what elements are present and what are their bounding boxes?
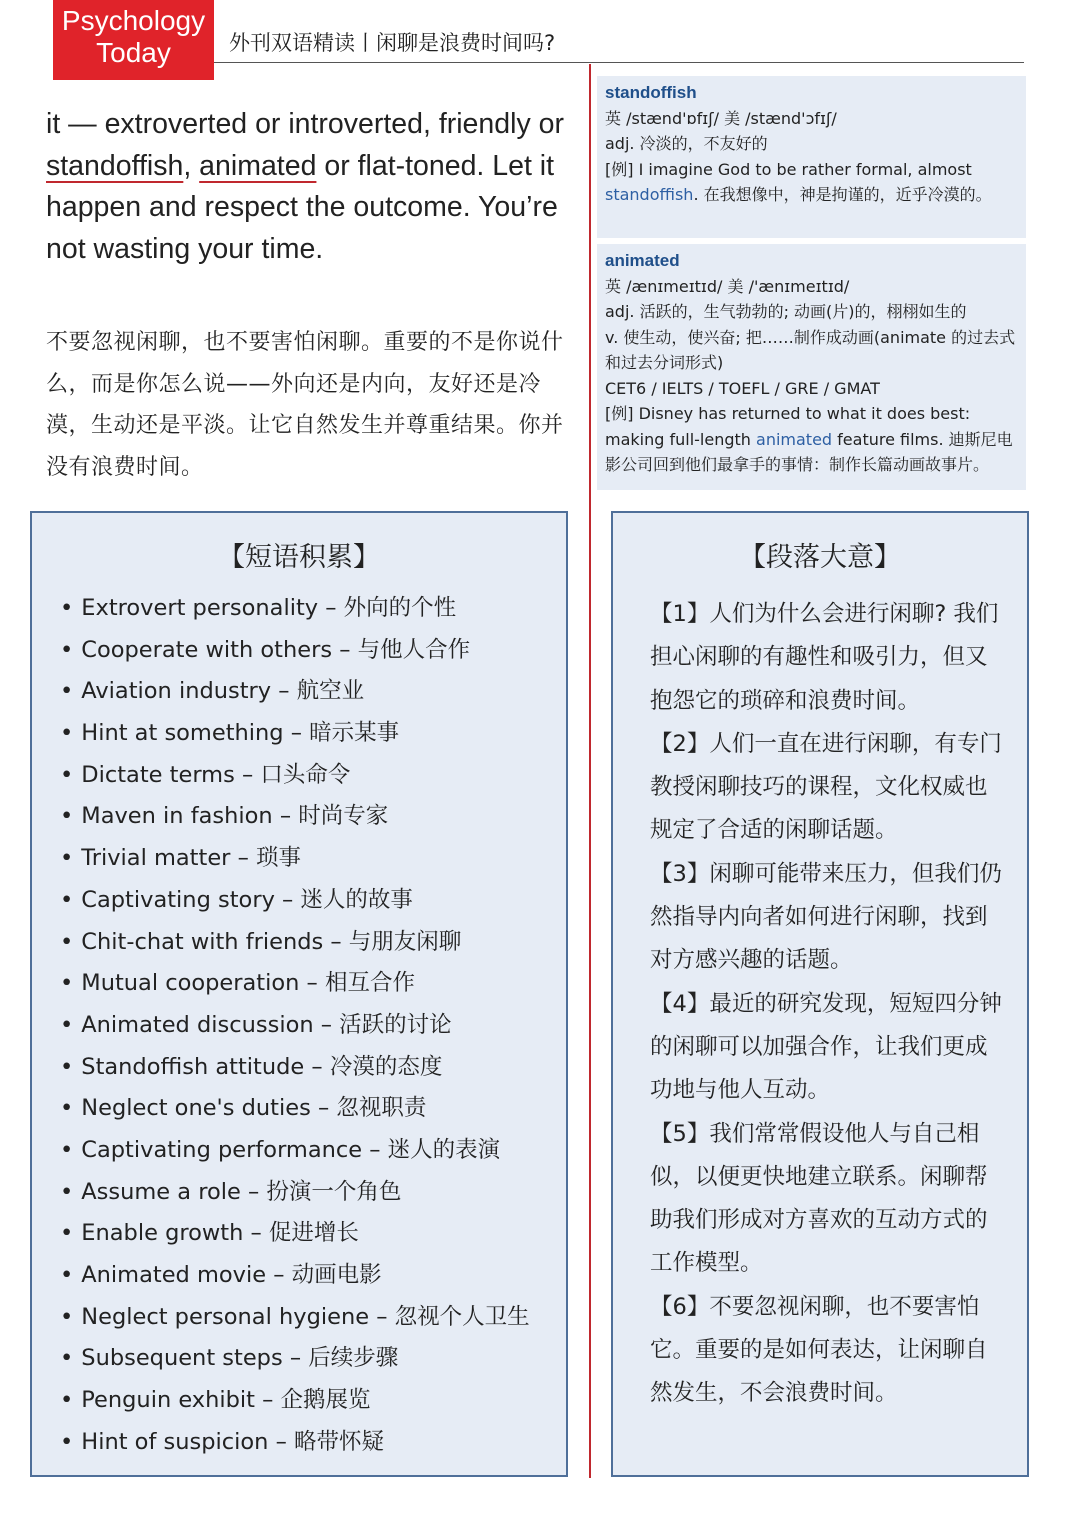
phrase-item: • Hint of suspicion – 略带怀疑 xyxy=(60,1422,566,1464)
phrase-item: • Captivating performance – 迷人的表演 xyxy=(60,1130,566,1172)
summary-paragraph: 【4】最近的研究发现，短短四分钟的闲聊可以加强合作，让我们更成功地与他人互动。 xyxy=(650,990,1002,1104)
phrase-item: • Animated discussion – 活跃的讨论 xyxy=(60,1005,566,1047)
phrase-item: • Enable growth – 促进增长 xyxy=(60,1213,566,1255)
phrase-item: • Assume a role – 扮演一个角色 xyxy=(60,1172,566,1214)
example-translation: . 在我想像中，神是拘谨的，近乎冷漠的。 xyxy=(693,185,992,204)
phrase-item: • Animated movie – 动画电影 xyxy=(60,1255,566,1297)
phrase-item: • Subsequent steps – 后续步骤 xyxy=(60,1338,566,1380)
passage-chinese: 不要忽视闲聊，也不要害怕闲聊。重要的不是你说什么，而是你怎么说——外向还是内向，友好还是冷漠，生动还是平淡。让它自然发生并尊重结果。你并没有浪费时间。 xyxy=(46,330,564,480)
phrase-item: • Dictate terms – 口头命令 xyxy=(60,755,566,797)
column-divider xyxy=(589,64,591,1478)
vocab-card-animated xyxy=(597,244,1026,490)
summary-paragraph: 【6】不要忽视闲聊，也不要害怕它。重要的是如何表达，让闲聊自然发生，不会浪费时间。 xyxy=(650,1293,988,1407)
phrase-item: • Mutual cooperation – 相互合作 xyxy=(60,963,566,1005)
vocab-definition-verb: v. 使生动，使兴奋; 把……制作成动画(animate 的过去式和过去分词形式) xyxy=(605,327,1016,372)
vocab-word: animated xyxy=(605,251,680,270)
example-highlight: standoffish xyxy=(605,185,694,204)
vocab-word: standoffish xyxy=(605,83,697,102)
phrase-item: • Neglect personal hygiene – 忽视个人卫生 xyxy=(60,1297,566,1339)
phrase-item: • Trivial matter – 琐事 xyxy=(60,838,566,880)
phrase-item: • Captivating story – 迷人的故事 xyxy=(60,880,566,922)
phrase-item: • Hint at something – 暗示某事 xyxy=(60,713,566,755)
summary-title: 【段落大意】 xyxy=(739,542,901,573)
summary-paragraph: 【2】人们一直在进行闲聊，有专门教授闲聊技巧的课程，文化权威也规定了合适的闲聊话题。 xyxy=(650,730,1002,844)
passage-english xyxy=(46,104,581,270)
vocab-definition: adj. 冷淡的，不友好的 xyxy=(605,134,768,153)
vocab-pronunciation: 英 /stænd'ɒfɪʃ/ 美 /stænd'ɔfɪʃ/ xyxy=(605,108,837,128)
header-divider xyxy=(214,62,1024,63)
phrase-list xyxy=(32,588,566,1463)
phrases-title: 【短语积累】 xyxy=(218,542,380,573)
phrase-item: • Extrovert personality – 外向的个性 xyxy=(60,588,566,630)
example-text: [例] I imagine God to be rather formal, almost xyxy=(605,159,972,179)
vocab-example xyxy=(605,401,1018,478)
example-translation: feature films. 迪斯尼电影公司回到他们最拿手的事情：制作长篇动画故事片。 xyxy=(605,429,1013,474)
page-title: 外刊双语精读丨闲聊是浪费时间吗? xyxy=(229,31,556,55)
phrase-item: • Aviation industry – 航空业 xyxy=(60,671,566,713)
passage-keyword-standoffish: standoffish xyxy=(46,149,184,182)
summary-paragraph: 【5】我们常常假设他人与自己相似，以便更快地建立联系。闲聊帮助我们形成对方喜欢的互动方式的工作模型。 xyxy=(650,1120,988,1277)
phrases-panel xyxy=(30,511,568,1477)
passage-en-part-2: , xyxy=(183,149,200,182)
passage-en-part-1: it — extroverted or introverted, friendly or xyxy=(46,108,564,140)
phrase-item: • Chit-chat with friends – 与朋友闲聊 xyxy=(60,922,566,964)
example-text: [例] Disney has returned to what it does best: making full-length xyxy=(605,404,971,449)
phrase-item: • Maven in fashion – 时尚专家 xyxy=(60,796,566,838)
summary-paragraph: 【1】人们为什么会进行闲聊? 我们担心闲聊的有趣性和吸引力，但又抱怨它的琐碎和浪费时间。 xyxy=(650,601,999,714)
vocab-example xyxy=(605,157,1018,208)
logo-line-2: Today xyxy=(96,37,171,68)
passage-en-part-3: or flat-toned. Let it happen and respect the outcome. You’re not wasting your time. xyxy=(46,149,558,265)
phrase-item: • Standoffish attitude – 冷漠的态度 xyxy=(60,1047,566,1089)
logo-line-1: Psychology xyxy=(61,5,206,36)
example-highlight: animated xyxy=(756,429,833,449)
vocab-pronunciation: 英 /ænɪmeɪtɪd/ 美 /'ænɪmeɪtɪd/ xyxy=(605,276,850,296)
phrase-item: • Cooperate with others – 与他人合作 xyxy=(60,630,566,672)
phrase-item: • Neglect one's duties – 忽视职责 xyxy=(60,1088,566,1130)
phrase-item: • Penguin exhibit – 企鹅展览 xyxy=(60,1380,566,1422)
summary-paragraph: 【3】闲聊可能带来压力，但我们仍然指导内向者如何进行闲聊，找到对方感兴趣的话题。 xyxy=(650,860,1002,974)
passage-keyword-animated: animated xyxy=(199,149,317,182)
vocab-card-standoffish xyxy=(597,76,1026,238)
summary-panel xyxy=(611,511,1029,1477)
vocab-definition: adj. 活跃的，生气勃勃的; 动画(片)的，栩栩如生的 xyxy=(605,302,967,321)
summary-list xyxy=(613,593,1027,1416)
vocab-exams: CET6 / IELTS / TOEFL / GRE / GMAT xyxy=(605,378,880,398)
psychology-today-logo xyxy=(53,0,214,80)
